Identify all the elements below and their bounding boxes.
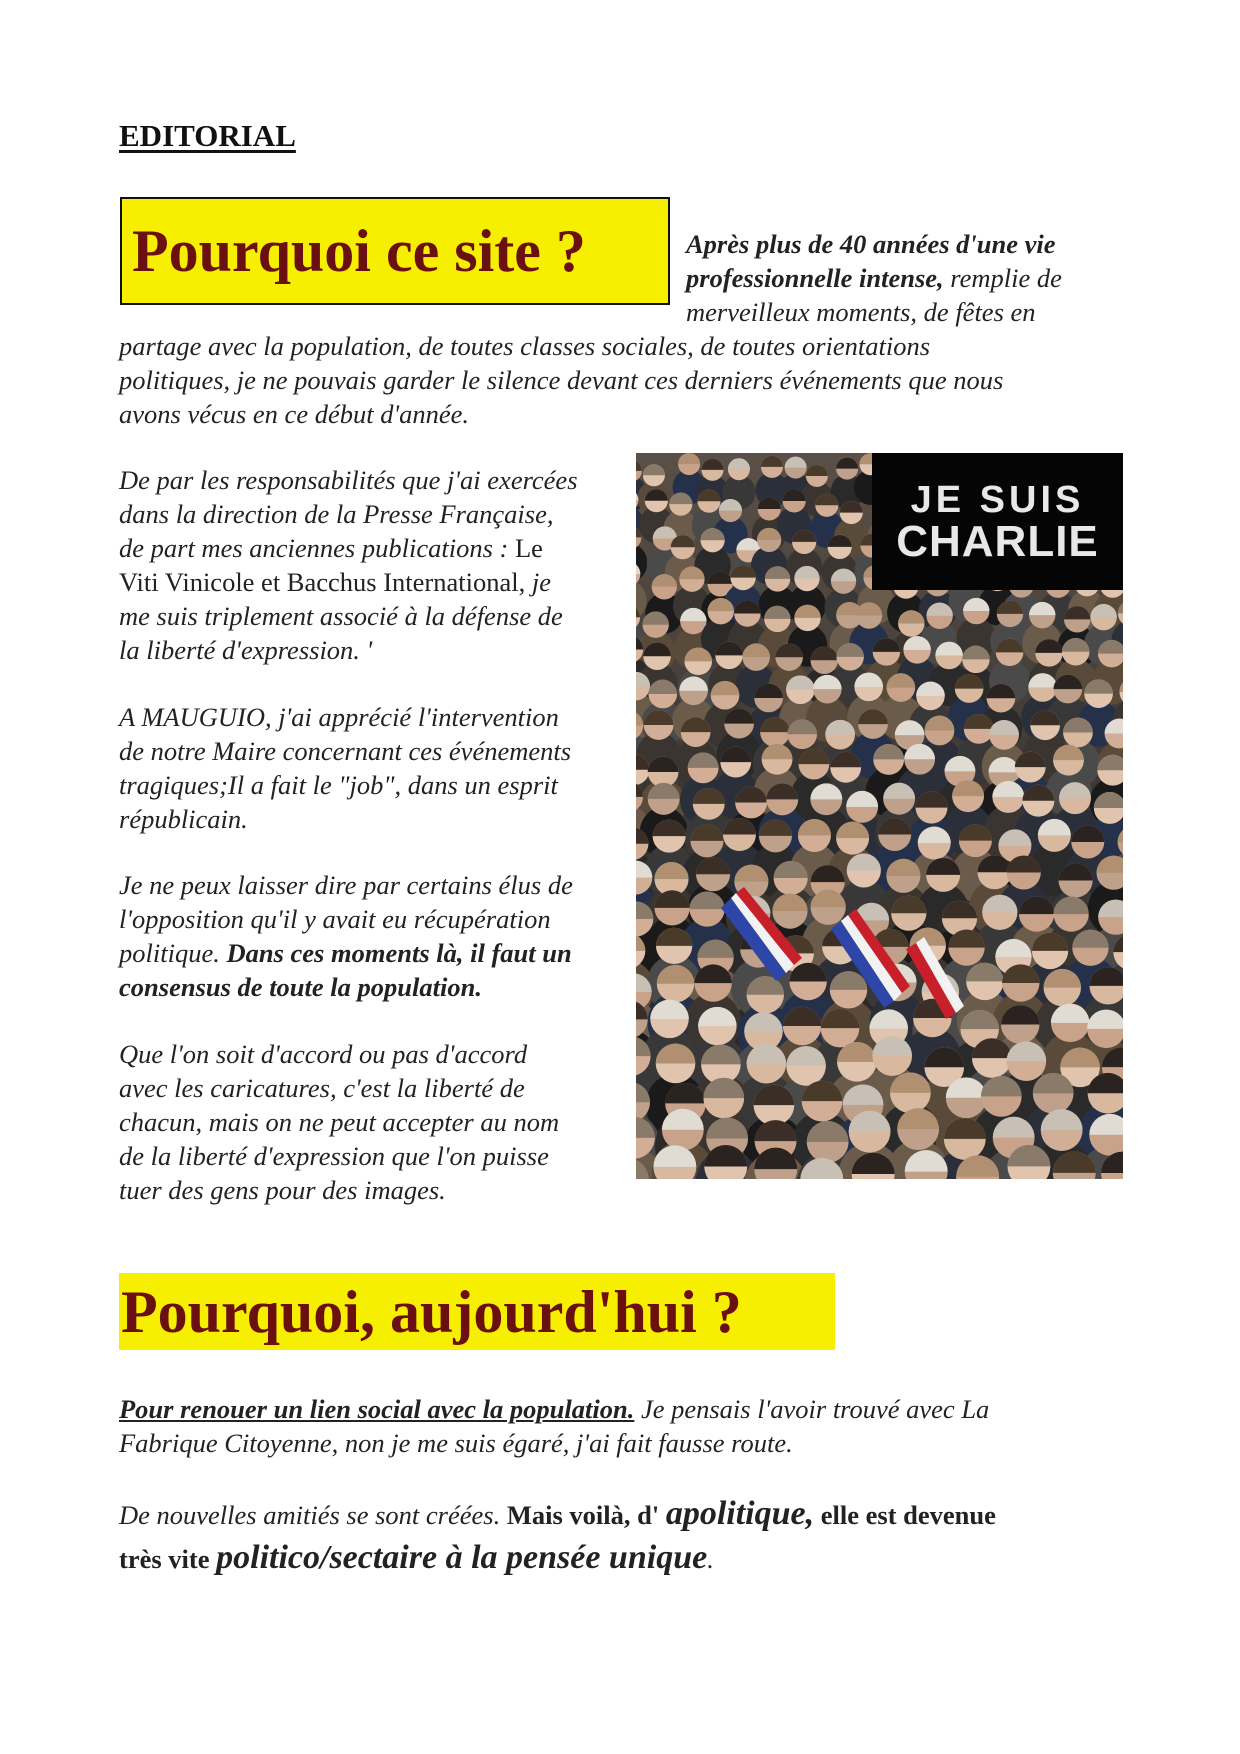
crowd-photo xyxy=(636,453,1123,1179)
amities-line: De nouvelles amitiés se sont créées. Mais voilà, d' apolitique, elle est devenue xyxy=(119,1495,996,1532)
section-label: EDITORIAL xyxy=(119,118,296,153)
headline-text: Pourquoi ce site ? xyxy=(132,218,586,284)
intro-line: Après plus de 40 années d'une vie xyxy=(686,229,1056,259)
sign-line-1: JE SUIS xyxy=(910,478,1085,521)
intro-line: politiques, je ne pouvais garder le silence devant ces derniers événements que nous xyxy=(119,365,1004,395)
lien-line: Fabrique Citoyenne, non je me suis égaré, j'ai fait fausse route. xyxy=(119,1428,793,1458)
headline-text: Pourquoi, aujourd'hui ? xyxy=(121,1278,742,1345)
caricatures-line: tuer des gens pour des images. xyxy=(119,1175,446,1205)
sign-line-2: CHARLIE xyxy=(896,516,1099,566)
opposition-line: consensus de toute la population. xyxy=(119,972,482,1002)
je-suis-charlie-sign xyxy=(872,453,1123,590)
opposition-line: Je ne peux laisser dire par certains élus de xyxy=(119,870,573,900)
presse-line: dans la direction de la Presse Française, xyxy=(119,499,554,529)
presse-line: Viti Vinicole et Bacchus International, je xyxy=(119,567,551,597)
headline-pourquoi-aujourdhui xyxy=(119,1273,835,1350)
mauguio-line: de notre Maire concernant ces événements xyxy=(119,736,572,766)
mauguio-line: A MAUGUIO, j'ai apprécié l'intervention xyxy=(119,702,559,732)
caricatures-line: chacun, mais on ne peut accepter au nom xyxy=(119,1107,560,1137)
opposition-line: politique. Dans ces moments là, il faut un xyxy=(119,938,572,968)
opposition-line: l'opposition qu'il y avait eu récupération xyxy=(119,904,551,934)
presse-line: De par les responsabilités que j'ai exercées xyxy=(119,465,578,495)
intro-line: professionnelle intense, remplie de xyxy=(686,263,1062,293)
presse-line: la liberté d'expression. ' xyxy=(119,635,373,665)
caricatures-line: avec les caricatures, c'est la liberté de xyxy=(119,1073,525,1103)
headline-pourquoi-ce-site xyxy=(120,197,670,305)
mauguio-line: tragiques;Il a fait le "job", dans un esprit xyxy=(119,770,558,800)
lien-line: Pour renouer un lien social avec la population. Je pensais l'avoir trouvé avec La xyxy=(119,1394,990,1424)
intro-line: avons vécus en ce début d'année. xyxy=(119,399,470,429)
amities-line: très vite politico/sectaire à la pensée unique. xyxy=(119,1539,714,1576)
caricatures-line: de la liberté d'expression que l'on puisse xyxy=(119,1141,549,1171)
intro-line: partage avec la population, de toutes classes sociales, de toutes orientations xyxy=(119,331,931,361)
intro-line: merveilleux moments, de fêtes en xyxy=(686,297,1036,327)
presse-line: de part mes anciennes publications : Le xyxy=(119,533,543,563)
mauguio-line: républicain. xyxy=(119,804,248,834)
presse-line: me suis triplement associé à la défense de xyxy=(119,601,563,631)
caricatures-line: Que l'on soit d'accord ou pas d'accord xyxy=(119,1039,528,1069)
